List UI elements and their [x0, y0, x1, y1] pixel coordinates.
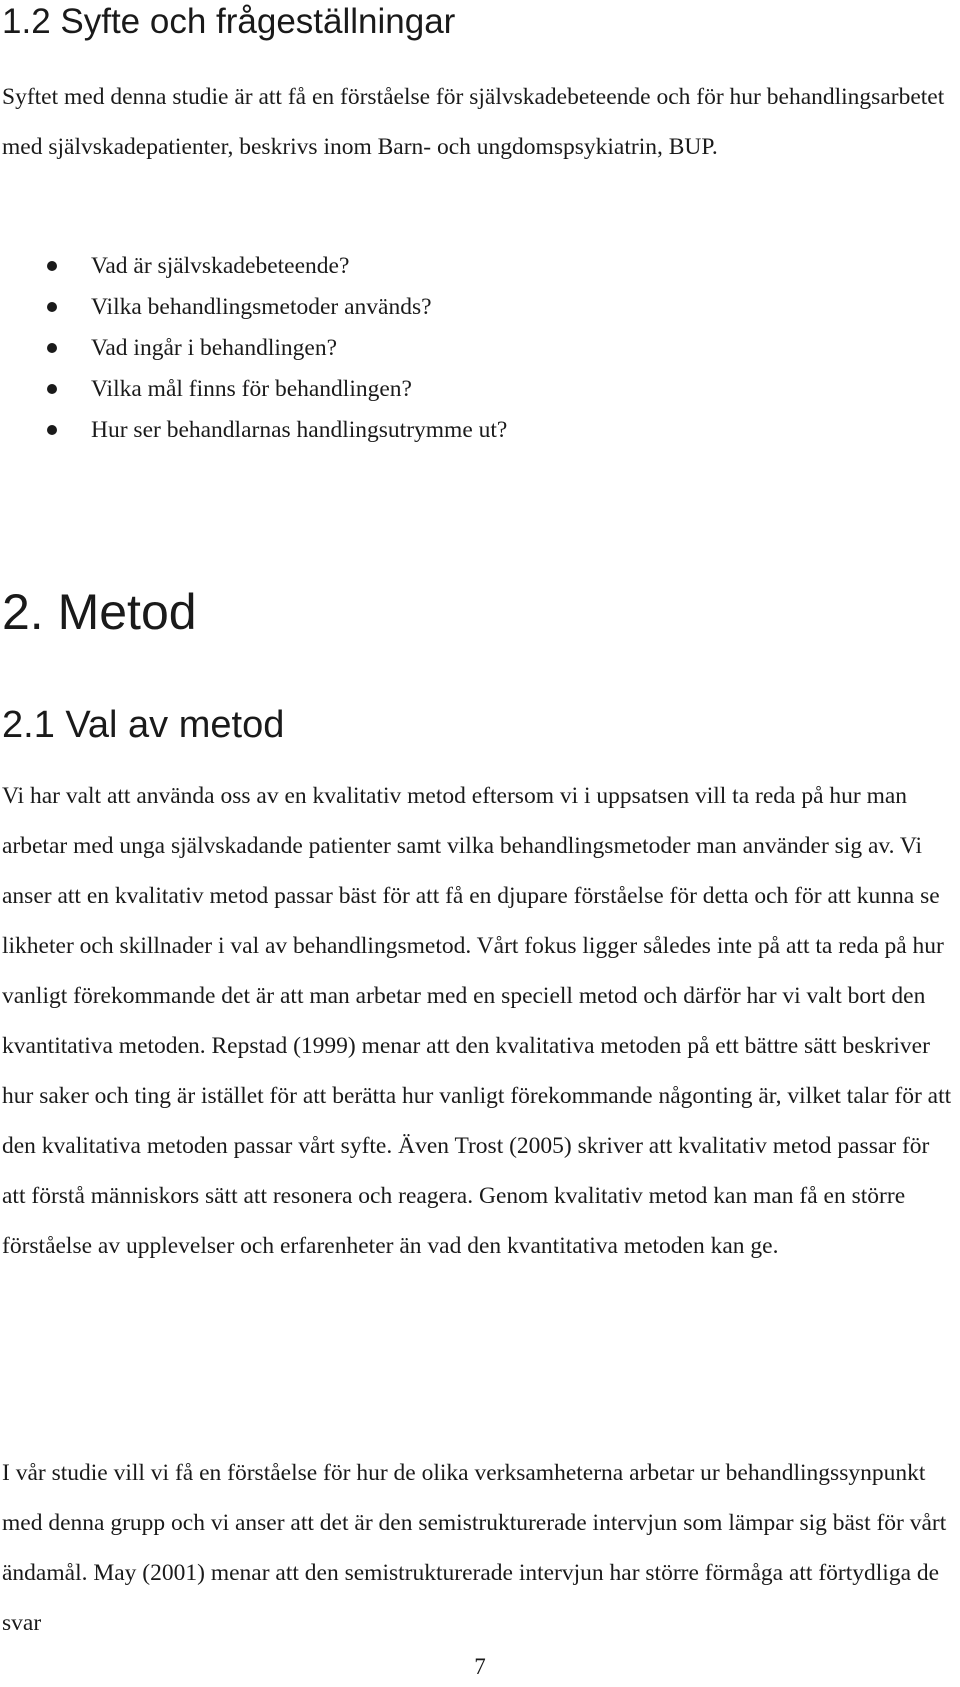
studie-paragraph: I vår studie vill vi få en förståelse för hur de olika verksamheterna arbetar ur behandlingssynpunkt med denna grupp och vi anser att det är den semistrukturerade intervjun som lämpar sig bäst för vårt ändamål. May (2001) menar att den semistrukturerade intervjun har större förmåga att förtydliga de svar	[2, 1460, 947, 1636]
section-heading-val-av-metod: 2.1 Val av metod	[2, 704, 285, 746]
question-text: Vilka behandlingsmetoder används?	[91, 294, 432, 320]
bullet-icon	[47, 425, 57, 435]
bullet-icon	[47, 384, 57, 394]
question-text: Vad ingår i behandlingen?	[91, 335, 338, 361]
question-text: Vilka mål finns för behandlingen?	[91, 376, 412, 402]
chapter-heading-metod: 2. Metod	[2, 584, 197, 640]
page-number: 7	[474, 1654, 486, 1679]
val-av-metod-paragraph: Vi har valt att använda oss av en kvalitativ metod eftersom vi i uppsatsen vill ta reda på hur man arbetar med unga självskadande patienter samt vilka behandlingsmetoder man använder sig av. Vi anser att en kvalitativ metod passar bäst för att få en djupare förståelse för detta och för att kunna se likheter och skillnader i val av behandlingsmetod. Vårt fokus ligger således inte på att ta reda på hur vanligt förekommande det är att man arbetar med en speciell metod och därför har vi valt bort den kvantitativa metoden. Repstad (1999) menar att den kvalitativa metoden på ett bättre sätt beskriver hur saker och ting är istället för att berätta hur vanligt förekommande någonting är, vilket talar för att den kvalitativa metoden passar vårt syfte. Även Trost (2005) skriver att kvalitativ metod passar för att förstå människors sätt att resonera och reagera. Genom kvalitativ metod kan man få en större förståelse av upplevelser och erfarenheter än vad den kvantitativa metoden kan ge.	[2, 783, 952, 1259]
question-text: Hur ser behandlarnas handlingsutrymme ut?	[91, 417, 508, 443]
question-text: Vad är självskadebeteende?	[91, 253, 350, 279]
section-heading-syfte: 1.2 Syfte och frågeställningar	[2, 2, 456, 41]
bullet-icon	[47, 261, 57, 271]
syfte-paragraph: Syftet med denna studie är att få en förståelse för självskadebeteende och för hur behandlingsarbetet med självskadepatienter, beskrivs inom Barn- och ungdomspsykiatrin, BUP.	[2, 84, 945, 160]
bullet-icon	[47, 302, 57, 312]
bullet-icon	[47, 343, 57, 353]
